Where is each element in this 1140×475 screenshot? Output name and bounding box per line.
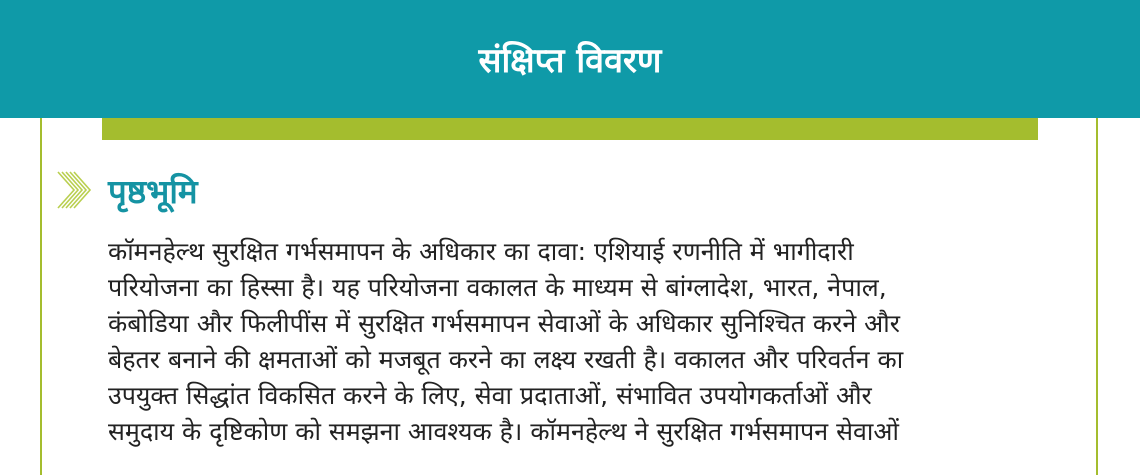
frame-border-left — [40, 118, 42, 475]
header-band — [0, 0, 1140, 118]
section-heading: पृष्ठभूमि — [108, 172, 198, 211]
paragraph-line: परियोजना का हिस्सा है। यह परियोजना वकालत के माध्यम से बांग्लादेश, भारत, नेपाल, — [108, 273, 887, 302]
paragraph-line: कॉमनहेल्थ सुरक्षित गर्भसमापन के अधिकार का दावा: एशियाई रणनीति में भागीदारी — [108, 237, 854, 266]
body-paragraph — [108, 234, 1032, 450]
header-subtitle: संक्षिप्त विवरण — [478, 41, 662, 81]
paragraph-line: बेहतर बनाने की क्षमताओं को मजबूत करने का लक्ष्य रखती है। वकालत और परिवर्तन का — [108, 345, 904, 374]
paragraph-line: उपयुक्त सिद्धांत विकसित करने के लिए, सेवा प्रदाताओं, संभावित उपयोगकर्ताओं और — [108, 381, 872, 410]
paragraph-line: कंबोडिया और फिलीपींस में सुरक्षित गर्भसमापन सेवाओं के अधिकार सुनिश्चित करने और — [108, 309, 900, 338]
paragraph-line: समुदाय के दृष्टिकोण को समझना आवश्यक है। कॉमनहेल्थ ने सुरक्षित गर्भसमापन सेवाओं — [108, 417, 899, 446]
frame-border-right — [1096, 118, 1098, 475]
accent-bar — [102, 118, 1038, 140]
double-chevron-right-icon — [56, 168, 96, 212]
